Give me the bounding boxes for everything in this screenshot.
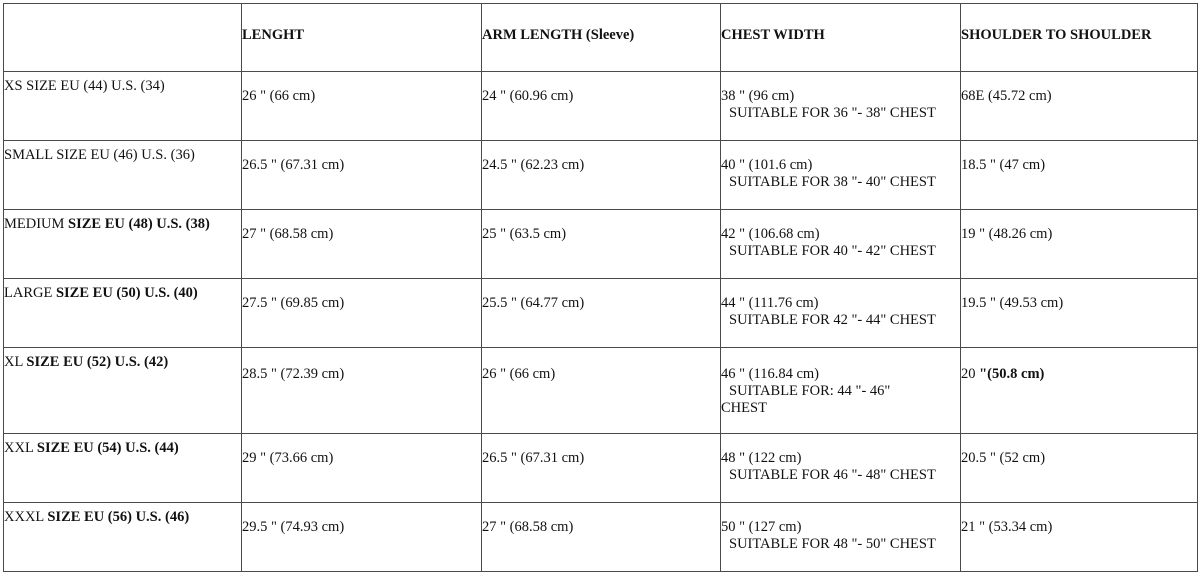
- chest-note: SUITABLE FOR 46 "- 48" CHEST: [729, 467, 936, 483]
- size-cell: LARGE SIZE EU (50) U.S. (40): [4, 279, 242, 348]
- chest-width-cell: [721, 279, 961, 348]
- chest-width-cell: [721, 434, 961, 503]
- chest-note: SUITABLE FOR: 44 "- 46": [729, 383, 891, 399]
- size-cell: XL SIZE EU (52) U.S. (42): [4, 348, 242, 434]
- chest-note: SUITABLE FOR 36 "- 38" CHEST: [729, 105, 936, 121]
- arm-length-cell: 24 " (60.96 cm): [482, 72, 721, 141]
- chest-measure: 48 " (122 cm): [721, 450, 802, 466]
- header-arm-length: ARM LENGTH (Sleeve): [482, 4, 721, 72]
- length-cell: 26 " (66 cm): [242, 72, 482, 141]
- table-row: [4, 434, 1198, 503]
- chest-measure: 46 " (116.84 cm): [721, 366, 820, 382]
- size-cell: XXXL SIZE EU (56) U.S. (46): [4, 503, 242, 572]
- shoulder-cell: 20 "(50.8 cm): [961, 348, 1198, 434]
- chest-measure: 42 " (106.68 cm): [721, 226, 820, 242]
- chest-note: SUITABLE FOR 40 "- 42" CHEST: [729, 243, 936, 259]
- chest-measure: 38 " (96 cm): [721, 88, 795, 104]
- arm-length-cell: 26.5 " (67.31 cm): [482, 434, 721, 503]
- size-cell: MEDIUM SIZE EU (48) U.S. (38): [4, 210, 242, 279]
- size-cell: SMALL SIZE EU (46) U.S. (36): [4, 141, 242, 210]
- table-row: [4, 72, 1198, 141]
- chest-width-cell: [721, 141, 961, 210]
- chest-measure: 50 " (127 cm): [721, 519, 802, 535]
- arm-length-cell: 25 " (63.5 cm): [482, 210, 721, 279]
- size-chart-table: [3, 3, 1198, 572]
- shoulder-cell: 19.5 " (49.53 cm): [961, 279, 1198, 348]
- chest-width-cell: [721, 348, 961, 434]
- chest-width-cell: [721, 210, 961, 279]
- chest-measure: 40 " (101.6 cm): [721, 157, 813, 173]
- shoulder-cell: 18.5 " (47 cm): [961, 141, 1198, 210]
- length-cell: 26.5 " (67.31 cm): [242, 141, 482, 210]
- header-size: [4, 4, 242, 72]
- shoulder-cell: 19 " (48.26 cm): [961, 210, 1198, 279]
- arm-length-cell: 25.5 " (64.77 cm): [482, 279, 721, 348]
- length-cell: 29 " (73.66 cm): [242, 434, 482, 503]
- length-cell: 27.5 " (69.85 cm): [242, 279, 482, 348]
- header-chest-width: CHEST WIDTH: [721, 4, 961, 72]
- table-row: [4, 503, 1198, 572]
- shoulder-cell: 20.5 " (52 cm): [961, 434, 1198, 503]
- header-row: [4, 4, 1198, 72]
- length-cell: 29.5 " (74.93 cm): [242, 503, 482, 572]
- chest-width-cell: [721, 503, 961, 572]
- chest-note-continued: CHEST: [721, 400, 767, 416]
- table-row: [4, 141, 1198, 210]
- chest-width-cell: [721, 72, 961, 141]
- arm-length-cell: 24.5 " (62.23 cm): [482, 141, 721, 210]
- shoulder-cell: 68E (45.72 cm): [961, 72, 1198, 141]
- table-row: [4, 210, 1198, 279]
- size-cell: XXL SIZE EU (54) U.S. (44): [4, 434, 242, 503]
- table-row: [4, 279, 1198, 348]
- table-body: [4, 72, 1198, 572]
- table-row: [4, 348, 1198, 434]
- arm-length-cell: 27 " (68.58 cm): [482, 503, 721, 572]
- chest-measure: 44 " (111.76 cm): [721, 295, 819, 311]
- header-length: LENGHT: [242, 4, 482, 72]
- size-cell: XS SIZE EU (44) U.S. (34): [4, 72, 242, 141]
- header-shoulder: SHOULDER TO SHOULDER: [961, 4, 1198, 72]
- arm-length-cell: 26 " (66 cm): [482, 348, 721, 434]
- length-cell: 27 " (68.58 cm): [242, 210, 482, 279]
- chest-note: SUITABLE FOR 38 "- 40" CHEST: [729, 174, 936, 190]
- chest-note: SUITABLE FOR 48 "- 50" CHEST: [729, 536, 936, 552]
- chest-note: SUITABLE FOR 42 "- 44" CHEST: [729, 312, 936, 328]
- length-cell: 28.5 " (72.39 cm): [242, 348, 482, 434]
- shoulder-cell: 21 " (53.34 cm): [961, 503, 1198, 572]
